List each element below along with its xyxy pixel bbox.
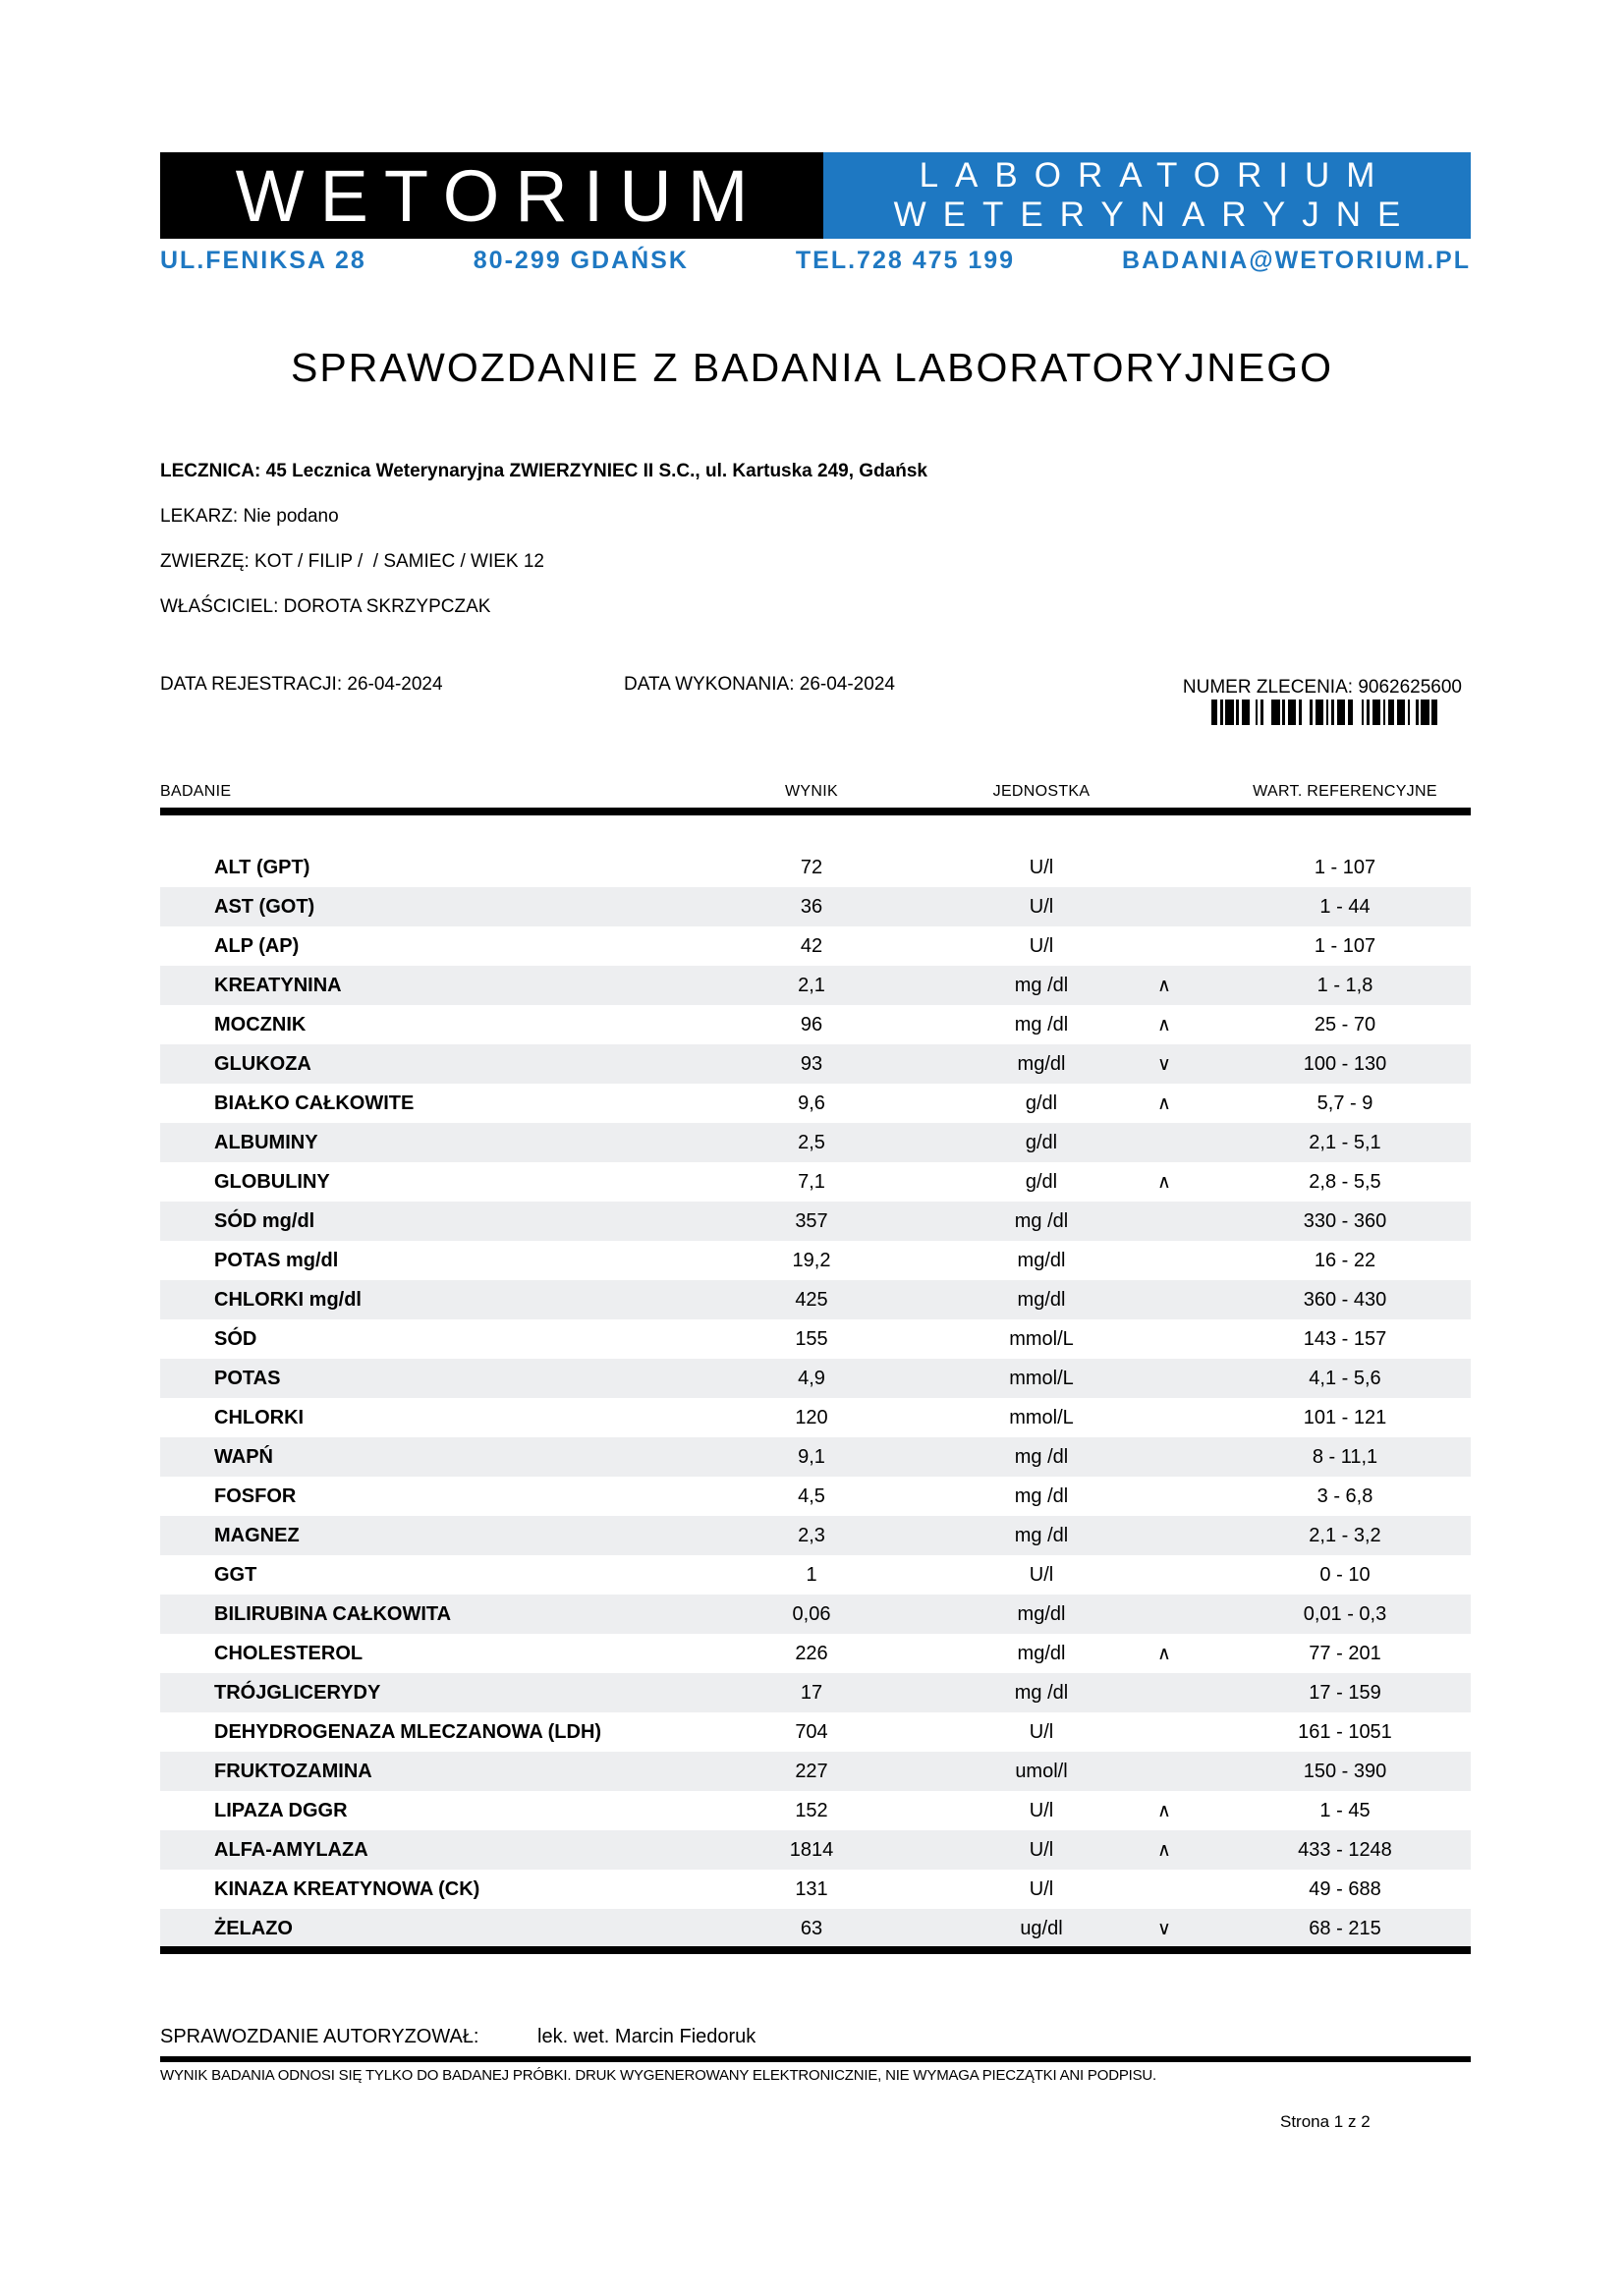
test-reference: 330 - 360	[1303, 1209, 1387, 1232]
test-reference: 360 - 430	[1303, 1288, 1387, 1311]
test-reference: 25 - 70	[1314, 1013, 1376, 1036]
test-unit: U/l	[1029, 1720, 1054, 1743]
test-name: KREATYNINA	[214, 974, 342, 996]
test-name: SÓD	[214, 1327, 257, 1350]
test-result: 93	[800, 1052, 823, 1075]
table-row	[160, 1870, 1471, 1909]
test-unit: U/l	[1029, 895, 1054, 918]
test-unit: mmol/L	[1009, 1327, 1074, 1350]
logo	[160, 152, 1471, 239]
test-unit: mg/dl	[1017, 1642, 1066, 1664]
test-unit: umol/l	[1015, 1760, 1068, 1782]
table-row	[160, 1044, 1471, 1084]
table-row	[160, 1437, 1471, 1477]
disclaimer-text: WYNIK BADANIA ODNOSI SIĘ TYLKO DO BADANEJ PRÓBKI. DRUK WYGENEROWANY ELEKTRONICZNIE, NIE WYMAGA PIECZĄTKI ANI PODPISU.	[160, 2067, 1157, 2084]
table-row	[160, 1752, 1471, 1791]
test-reference: 49 - 688	[1309, 1877, 1381, 1900]
test-reference: 8 - 11,1	[1312, 1445, 1378, 1468]
header-test: BADANIE	[160, 783, 232, 800]
test-reference: 2,1 - 5,1	[1309, 1131, 1381, 1153]
test-result: 152	[795, 1799, 828, 1821]
results-table-header	[160, 783, 1471, 805]
test-name: DEHYDROGENAZA MLECZANOWA (LDH)	[214, 1720, 602, 1743]
registration-date: DATA REJESTRACJI: 26-04-2024	[160, 674, 443, 695]
test-name: POTAS	[214, 1367, 281, 1389]
test-unit: mg/dl	[1017, 1602, 1066, 1625]
test-flag	[1130, 1359, 1199, 1398]
test-result: 226	[795, 1642, 828, 1664]
test-name: ŻELAZO	[214, 1917, 293, 1939]
test-unit: mg /dl	[1014, 1013, 1069, 1036]
test-name: MAGNEZ	[214, 1524, 300, 1546]
table-row	[160, 1359, 1471, 1398]
test-result: 2,5	[798, 1131, 825, 1153]
test-unit: g/dl	[1025, 1092, 1058, 1114]
test-unit: U/l	[1029, 1838, 1054, 1861]
test-flag	[1130, 1870, 1199, 1909]
test-flag: ∧	[1157, 1014, 1171, 1036]
authorized-by: lek. wet. Marcin Fiedoruk	[537, 2026, 756, 2047]
test-flag	[1130, 1123, 1199, 1162]
test-flag	[1130, 1712, 1199, 1752]
test-name: BIAŁKO CAŁKOWITE	[214, 1092, 415, 1114]
test-name: BILIRUBINA CAŁKOWITA	[214, 1602, 452, 1625]
test-reference: 4,1 - 5,6	[1309, 1367, 1381, 1389]
execution-date: DATA WYKONANIA: 26-04-2024	[624, 674, 895, 695]
test-flag	[1130, 1398, 1199, 1437]
contact-email: BADANIA@WETORIUM.PL	[1122, 247, 1471, 274]
test-result: 4,9	[798, 1367, 825, 1389]
order-number: NUMER ZLECENIA: 9062625600	[1182, 677, 1462, 698]
test-name: CHOLESTEROL	[214, 1642, 364, 1664]
test-name: CHLORKI	[214, 1406, 305, 1428]
test-result: 9,1	[798, 1445, 825, 1468]
test-flag: ∨	[1157, 1918, 1171, 1939]
test-name: GGT	[214, 1563, 257, 1586]
page-title: SPRAWOZDANIE Z BADANIA LABORATORYJNEGO	[291, 345, 1333, 390]
test-flag	[1130, 1319, 1199, 1359]
owner-line: WŁAŚCICIEL: DOROTA SKRZYPCZAK	[160, 596, 491, 617]
test-result: 42	[800, 934, 823, 957]
table-row	[160, 1516, 1471, 1555]
test-name: AST (GOT)	[214, 895, 315, 918]
test-reference: 0,01 - 0,3	[1303, 1602, 1387, 1625]
test-reference: 0 - 10	[1319, 1563, 1371, 1586]
contact-city: 80-299 GDAŃSK	[473, 247, 689, 274]
test-result: 2,1	[798, 974, 825, 996]
test-reference: 1 - 107	[1314, 856, 1376, 878]
table-row	[160, 1005, 1471, 1044]
table-row	[160, 966, 1471, 1005]
vet-line: LEKARZ: Nie podano	[160, 506, 339, 527]
test-name: GLOBULINY	[214, 1170, 330, 1193]
test-result: 19,2	[792, 1249, 831, 1271]
authorization-row	[160, 2026, 1471, 2051]
test-unit: U/l	[1029, 1799, 1054, 1821]
table-row	[160, 1398, 1471, 1437]
test-name: CHLORKI mg/dl	[214, 1288, 362, 1311]
table-row	[160, 1555, 1471, 1595]
table-row	[160, 1280, 1471, 1319]
contact-street: UL.FENIKSA 28	[160, 247, 366, 274]
test-flag	[1130, 848, 1199, 887]
test-flag	[1130, 1477, 1199, 1516]
test-reference: 3 - 6,8	[1316, 1484, 1373, 1507]
test-flag	[1130, 1555, 1199, 1595]
table-row	[160, 1673, 1471, 1712]
logo-tagline	[823, 152, 1471, 239]
test-flag: ∧	[1157, 1092, 1171, 1114]
authorized-label: SPRAWOZDANIE AUTORYZOWAŁ:	[160, 2026, 479, 2047]
table-row	[160, 1830, 1471, 1870]
test-reference: 5,7 - 9	[1316, 1092, 1373, 1114]
test-flag	[1130, 1241, 1199, 1280]
test-result: 4,5	[798, 1484, 825, 1507]
test-flag	[1130, 926, 1199, 966]
test-flag	[1130, 1752, 1199, 1791]
test-flag: ∧	[1157, 975, 1171, 996]
test-name: ALBUMINY	[214, 1131, 318, 1153]
table-row	[160, 1712, 1471, 1752]
test-unit: U/l	[1029, 934, 1054, 957]
test-name: LIPAZA DGGR	[214, 1799, 348, 1821]
test-flag: ∧	[1157, 1800, 1171, 1821]
test-unit: mg /dl	[1014, 974, 1069, 996]
test-result: 17	[800, 1681, 823, 1704]
test-name: SÓD mg/dl	[214, 1209, 315, 1232]
test-flag	[1130, 1673, 1199, 1712]
test-reference: 2,1 - 3,2	[1309, 1524, 1381, 1546]
test-reference: 17 - 159	[1309, 1681, 1381, 1704]
table-row	[160, 848, 1471, 887]
test-flag	[1130, 1202, 1199, 1241]
test-reference: 143 - 157	[1303, 1327, 1387, 1350]
table-row	[160, 1241, 1471, 1280]
test-flag	[1130, 1516, 1199, 1555]
results-rows	[160, 848, 1471, 1948]
test-reference: 2,8 - 5,5	[1309, 1170, 1381, 1193]
test-unit: mg /dl	[1014, 1681, 1069, 1704]
test-unit: U/l	[1029, 1877, 1054, 1900]
test-name: ALT (GPT)	[214, 856, 310, 878]
test-name: POTAS mg/dl	[214, 1249, 339, 1271]
test-result: 36	[800, 895, 823, 918]
test-reference: 161 - 1051	[1298, 1720, 1392, 1743]
table-row	[160, 1084, 1471, 1123]
table-row	[160, 887, 1471, 926]
test-flag	[1130, 1595, 1199, 1634]
test-reference: 68 - 215	[1309, 1917, 1381, 1939]
test-reference: 1 - 45	[1319, 1799, 1371, 1821]
table-row	[160, 1123, 1471, 1162]
test-unit: mg/dl	[1017, 1249, 1066, 1271]
test-result: 227	[795, 1760, 828, 1782]
test-name: ALFA-AMYLAZA	[214, 1838, 368, 1861]
contact-phone: TEL.728 475 199	[795, 247, 1016, 274]
table-row	[160, 1319, 1471, 1359]
table-bottom-rule	[160, 1946, 1471, 1954]
test-unit: U/l	[1029, 1563, 1054, 1586]
test-reference: 433 - 1248	[1298, 1838, 1392, 1861]
test-name: WAPŃ	[214, 1445, 273, 1468]
test-reference: 100 - 130	[1303, 1052, 1387, 1075]
test-name: FRUKTOZAMINA	[214, 1760, 372, 1782]
test-result: 9,6	[798, 1092, 825, 1114]
header-rule	[160, 808, 1471, 815]
header-result: WYNIK	[785, 783, 838, 800]
table-row	[160, 1595, 1471, 1634]
test-reference: 77 - 201	[1309, 1642, 1381, 1664]
test-result: 131	[795, 1877, 828, 1900]
table-row	[160, 1202, 1471, 1241]
table-row	[160, 1909, 1471, 1948]
order-barcode	[1211, 700, 1437, 725]
test-name: FOSFOR	[214, 1484, 297, 1507]
test-unit: mg/dl	[1017, 1288, 1066, 1311]
test-unit: g/dl	[1025, 1131, 1058, 1153]
test-reference: 150 - 390	[1303, 1760, 1387, 1782]
test-unit: U/l	[1029, 856, 1054, 878]
table-row	[160, 926, 1471, 966]
page-number: Strona 1 z 2	[1280, 2112, 1371, 2131]
test-result: 7,1	[798, 1170, 825, 1193]
header-unit: JEDNOSTKA	[992, 783, 1091, 800]
test-unit: mg /dl	[1014, 1484, 1069, 1507]
brand-wordmark: WETORIUM	[160, 152, 823, 239]
test-unit: mmol/L	[1009, 1406, 1074, 1428]
test-flag	[1130, 1437, 1199, 1477]
test-unit: ug/dl	[1020, 1917, 1063, 1939]
test-flag: ∨	[1157, 1053, 1171, 1075]
test-unit: mg /dl	[1014, 1445, 1069, 1468]
animal-line: ZWIERZĘ: KOT / FILIP / / SAMIEC / WIEK 12	[160, 551, 544, 572]
test-result: 704	[795, 1720, 828, 1743]
test-reference: 1 - 107	[1314, 934, 1376, 957]
table-row	[160, 1634, 1471, 1673]
test-flag	[1130, 1280, 1199, 1319]
contact-line	[160, 247, 1471, 275]
tagline-line2: WETERYNARYJNE	[893, 196, 1418, 234]
table-row	[160, 1791, 1471, 1830]
test-name: GLUKOZA	[214, 1052, 311, 1075]
test-result: 425	[795, 1288, 828, 1311]
test-unit: mg /dl	[1014, 1209, 1069, 1232]
test-reference: 101 - 121	[1303, 1406, 1387, 1428]
test-flag: ∧	[1157, 1839, 1171, 1861]
table-row	[160, 1477, 1471, 1516]
test-flag: ∧	[1157, 1643, 1171, 1664]
test-flag	[1130, 887, 1199, 926]
test-result: 72	[800, 856, 823, 878]
test-result: 120	[795, 1406, 828, 1428]
test-unit: g/dl	[1025, 1170, 1058, 1193]
test-result: 1814	[789, 1838, 834, 1861]
test-unit: mmol/L	[1009, 1367, 1074, 1389]
clinic-line: LECZNICA: 45 Lecznica Weterynaryjna ZWIERZYNIEC II S.C., ul. Kartuska 249, Gdańsk	[160, 461, 927, 481]
test-result: 357	[795, 1209, 828, 1232]
tagline-line1: LABORATORIUM	[919, 156, 1392, 195]
test-unit: mg /dl	[1014, 1524, 1069, 1546]
test-result: 0,06	[792, 1602, 831, 1625]
test-result: 2,3	[798, 1524, 825, 1546]
test-result: 63	[800, 1917, 823, 1939]
test-result: 96	[800, 1013, 823, 1036]
test-reference: 16 - 22	[1314, 1249, 1376, 1271]
test-unit: mg/dl	[1017, 1052, 1066, 1075]
test-name: MOCZNIK	[214, 1013, 307, 1036]
test-reference: 1 - 44	[1319, 895, 1371, 918]
test-result: 1	[806, 1563, 817, 1586]
table-row	[160, 1162, 1471, 1202]
test-name: KINAZA KREATYNOWA (CK)	[214, 1877, 480, 1900]
test-reference: 1 - 1,8	[1316, 974, 1373, 996]
test-flag: ∧	[1157, 1171, 1171, 1193]
footer-rule	[160, 2056, 1471, 2062]
test-name: ALP (AP)	[214, 934, 300, 957]
header-reference: WART. REFERENCYJNE	[1253, 783, 1437, 800]
test-name: TRÓJGLICERYDY	[214, 1681, 381, 1704]
test-result: 155	[795, 1327, 828, 1350]
